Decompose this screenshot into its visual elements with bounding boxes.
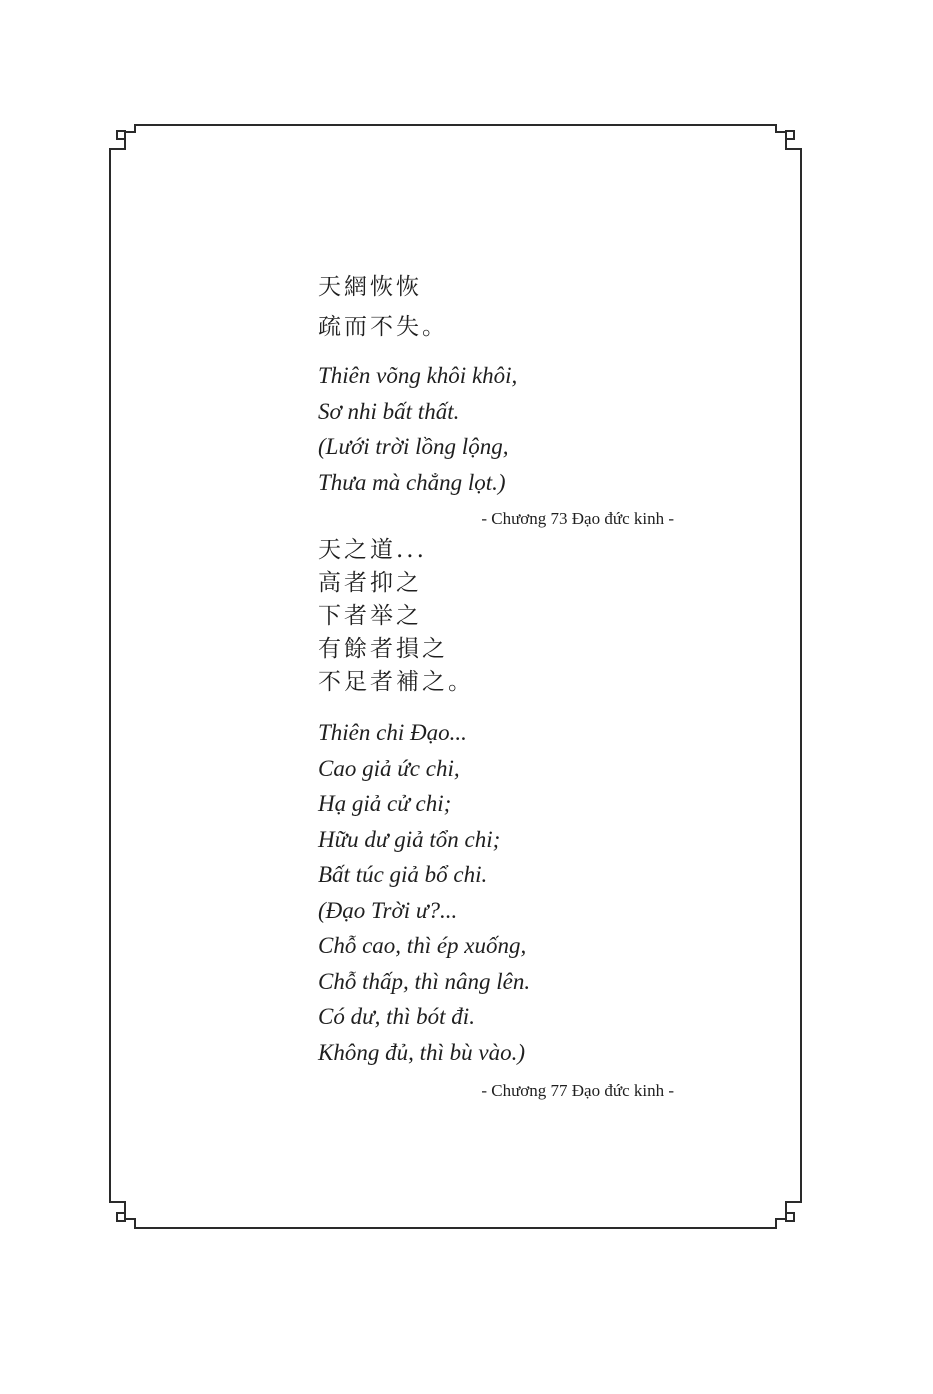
vietnamese-line: Thiên chi Đạo... (318, 720, 467, 745)
vietnamese-line: (Lưới trời lồng lộng, (318, 434, 509, 459)
source-citation: - Chương 73 Đạo đức kinh - (481, 509, 674, 528)
vietnamese-line: Thiên võng khôi khôi, (318, 363, 518, 388)
vietnamese-line: Cao giả ức chi, (318, 755, 460, 781)
vietnamese-line: Sơ nhi bất thất. (318, 398, 460, 424)
vietnamese-line: (Đạo Trời ư?... (318, 897, 458, 923)
chinese-line: 疏而不失。 (318, 314, 448, 340)
quote-2 (318, 534, 698, 1106)
vietnamese-line: Hạ giả cử chi; (318, 791, 452, 816)
poem-content (318, 270, 698, 1106)
chinese-line: 高者抑之 (318, 570, 422, 596)
chinese-line: 下者举之 (318, 603, 422, 629)
chinese-line: 天之道... (318, 537, 427, 563)
chinese-line: 天網恢恢 (318, 274, 422, 300)
vietnamese-translation (318, 715, 698, 1070)
vietnamese-line: Chỗ thấp, thì nâng lên. (318, 968, 531, 994)
vietnamese-line: Thưa mà chẳng lọt.) (318, 469, 506, 495)
source-citation: - Chương 77 Đạo đức kinh - (481, 1081, 674, 1100)
chinese-line: 有餘者損之 (318, 636, 448, 662)
vietnamese-line: Hữu dư giả tổn chi; (318, 826, 501, 852)
vietnamese-line: Không đủ, thì bù vào.) (318, 1039, 525, 1065)
vietnamese-line: Chỗ cao, thì ép xuống, (318, 933, 527, 958)
quote-1 (318, 270, 698, 534)
vietnamese-line: Có dư, thì bót đi. (318, 1004, 475, 1029)
vietnamese-translation (318, 358, 698, 500)
vietnamese-line: Bất túc giả bổ chi. (318, 862, 488, 887)
chinese-line: 不足者補之。 (318, 669, 474, 695)
